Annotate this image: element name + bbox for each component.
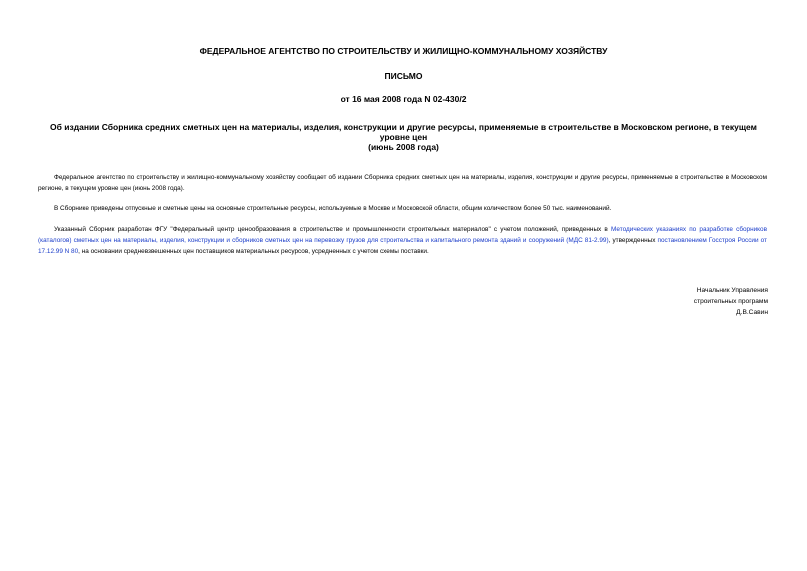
methodical-guidelines-link[interactable]: Методических указаниях по разработке сборников (каталогов) сметных цен на материалы, изделия, конструкции и сборников сметных цен на перевозку грузов для строительства и капитального ремонта зданий и сооружений (МДС 81-2.99)	[38, 226, 767, 244]
agency-heading: ФЕДЕРАЛЬНОЕ АГЕНТСТВО ПО СТРОИТЕЛЬСТВУ И ЖИЛИЩНО-КОММУНАЛЬНОМУ ХОЗЯЙСТВУ	[199, 46, 608, 56]
paragraph-development-text-1: Указанный Сборник разработан ФГУ "Федеральный центр ценообразования в строительстве и промышленности строительных материалов" с учетом положений, приведенных в	[54, 226, 612, 233]
paragraph-intro: Федеральное агентство по строительству и жилищно-коммунальному хозяйству сообщает об издании Сборника средних сметных цен на материалы, изделия, конструкции и другие ресурсы, применяемые в строительстве в Московском регионе, в текущем уровне цен (июнь 2008 года).	[38, 174, 767, 192]
gosstroy-resolution-link[interactable]: постановлением Госстроя России от 17.12.99 N 80	[38, 237, 767, 255]
subject-line-main: Об издании Сборника средних сметных цен на материалы, изделия, конструкции и другие ресурсы, применяемые в строительстве в Московском регионе, в текущем уровне цен	[50, 122, 757, 142]
document-type-heading: ПИСЬМО	[384, 71, 423, 81]
subject-line-date: (июнь 2008 года)	[368, 142, 439, 152]
document-date-number: от 16 мая 2008 года N 02-430/2	[340, 94, 467, 104]
document-subject	[40, 122, 767, 152]
paragraph-contents: В Сборнике приведены отпускные и сметные цены на основные строительные ресурсы, используемые в Москве и Московской области, общим количеством более 50 тыс. наименований.	[54, 205, 612, 212]
signature-position: Начальник Управления	[696, 287, 768, 294]
signature-department: строительных программ	[693, 298, 768, 305]
signature-name: Д.В.Савин	[736, 309, 768, 316]
paragraph-development	[38, 224, 767, 257]
paragraph-development-text-2: , утвержденных	[608, 237, 658, 244]
paragraph-development-text-3: , на основании средневзвешенных цен поставщиков материальных ресурсов, усредненных с учетом схемы поставки.	[78, 248, 429, 255]
